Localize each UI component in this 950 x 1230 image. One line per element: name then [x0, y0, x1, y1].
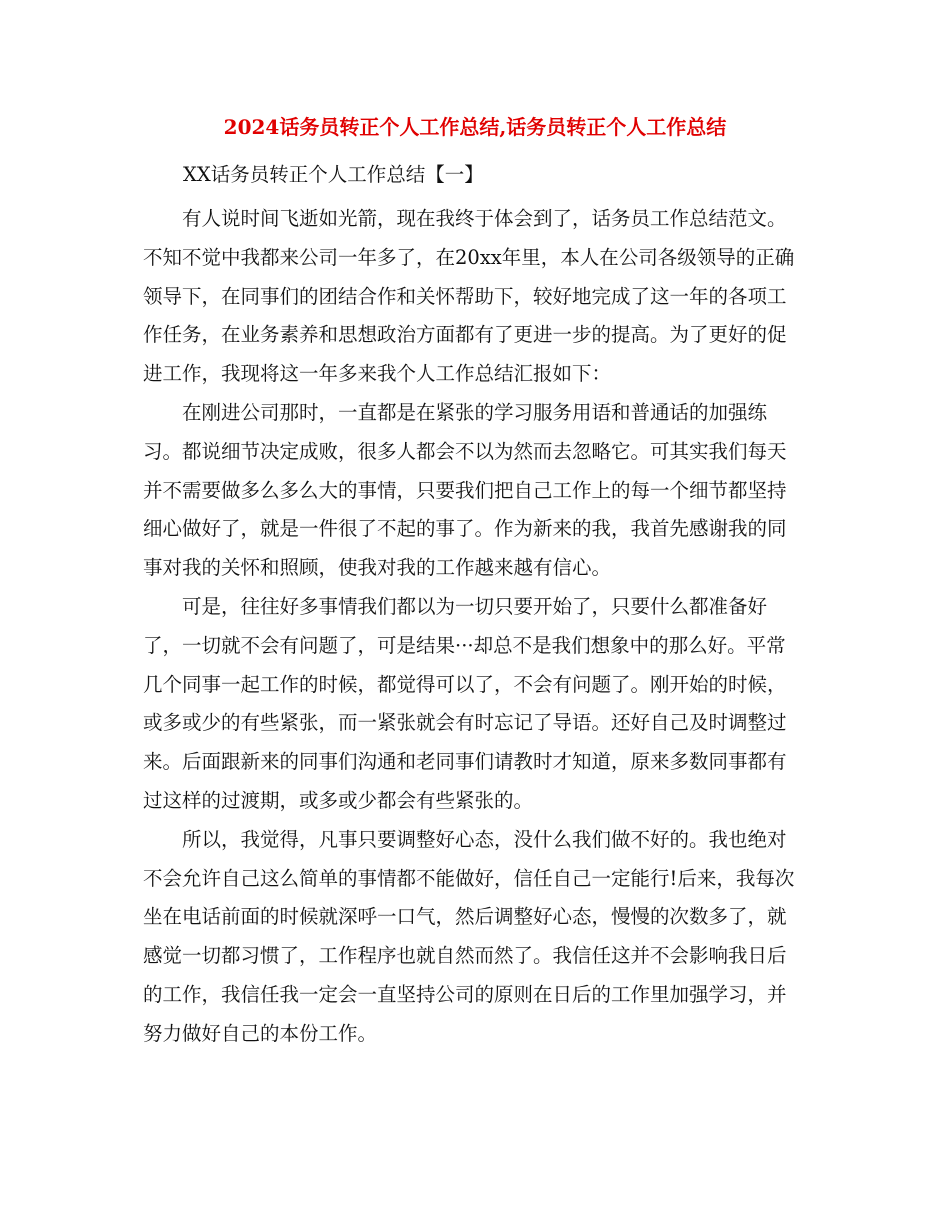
paragraph-3: 可是，往往好多事情我们都以为一切只要开始了，只要什么都准备好了，一切就不会有问题了，可是结果···却总不是我们想象中的那么好。平常几个同事一起工作的时候，都觉得可以了，不会有问题了。刚开始的时候，或多或少的有些紧张，而一紧张就会有时忘记了导语。还好自己及时调整过来。后面跟新来的同事们沟通和老同事们请教时才知道，原来多数同事都有过这样的过渡期，或多或少都会有些紧张的。 [143, 594, 787, 812]
paragraph-2: 在刚进公司那时，一直都是在紧张的学习服务用语和普通话的加强练习。都说细节决定成败，很多人都会不以为然而去忽略它。可其实我们每天并不需要做多么多么大的事情，只要我们把自己工作上的每一个细节都坚持细心做好了，就是一件很了不起的事了。作为新来的我，我首先感谢我的同事对我的关怀和照顾，使我对我的工作越来越有信心。 [143, 400, 787, 580]
paragraph-1: 有人说时间飞逝如光箭，现在我终于体会到了，话务员工作总结范文。不知不觉中我都来公司一年多了，在20xx年里，本人在公司各级领导的正确领导下，在同事们的团结合作和关怀帮助下，较好地完成了这一年的各项工作任务，在业务素养和思想政治方面都有了更进一步的提高。为了更好的促进工作，我现将这一年多来我个人工作总结汇报如下： [143, 207, 795, 386]
document-body [143, 160, 795, 1054]
document-title: 2024话务员转正个人工作总结,话务员转正个人工作总结 [223, 115, 727, 139]
paragraph-4: 所以，我觉得，凡事只要调整好心态，没什么我们做不好的。我也绝对不会允许自己这么简单的事情都不能做好，信任自己一定能行!后来，我每次坐在电话前面的时候就深呼一口气，然后调整好心态，慢慢的次数多了，就感觉一切都习惯了，工作程序也就自然而然了。我信任这并不会影响我日后的工作，我信任我一定会一直坚持公司的原则在日后的工作里加强学习，并努力做好自己的本份工作。 [143, 827, 795, 1045]
section-heading: XX话务员转正个人工作总结【一】 [183, 163, 484, 186]
